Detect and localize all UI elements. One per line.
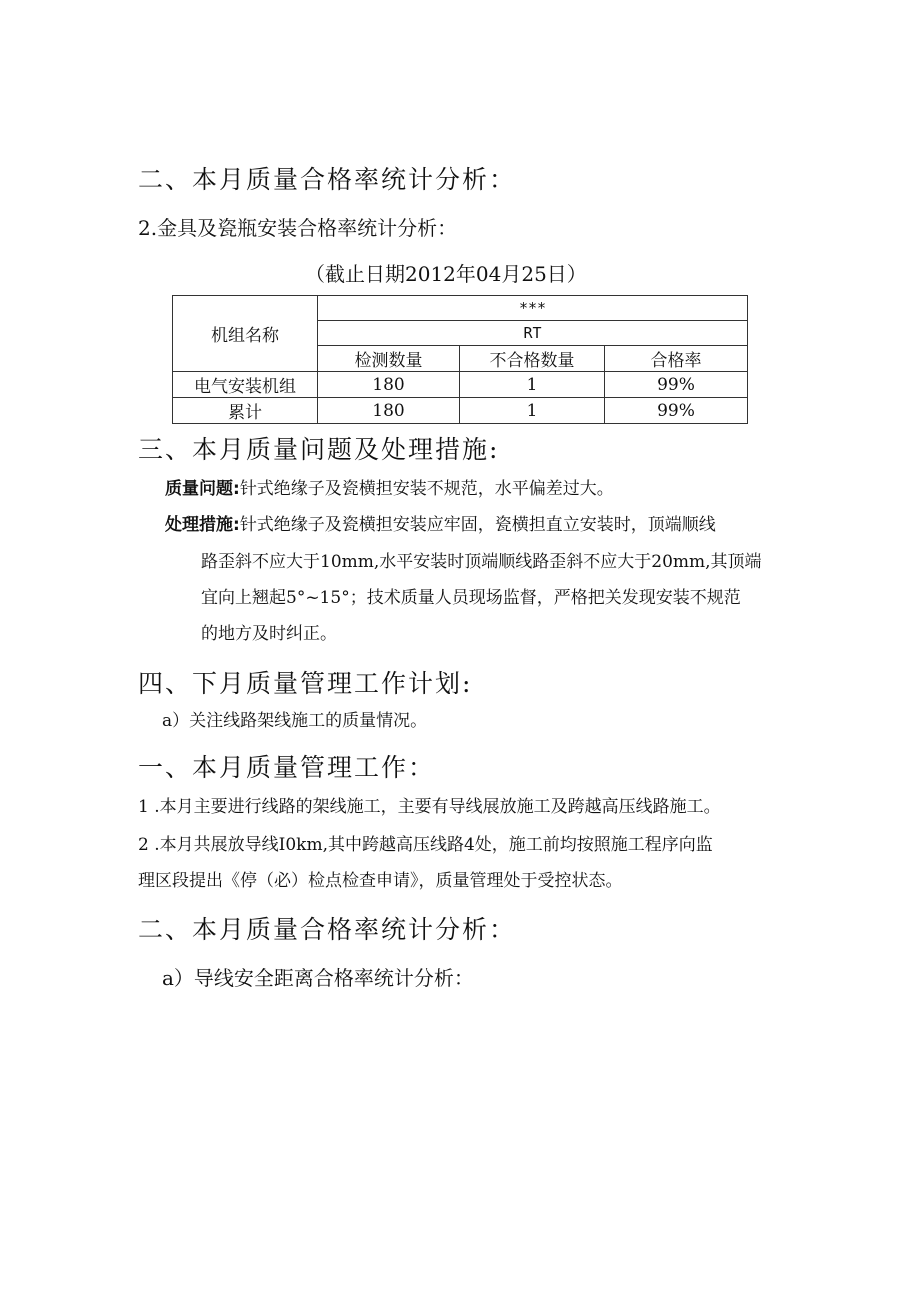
section-1-item-2-line-1: 2 .本月共展放导线I0km,其中跨越高压线路4处，施工前均按照施工程序向监 [138, 835, 713, 855]
table-header-unit-name: 机组名称 [173, 296, 318, 372]
table-cell-name: 电气安装机组 [173, 372, 318, 398]
section-1-item-1: 1 .本月主要进行线路的架线施工，主要有导线展放施工及跨越高压线路施工。 [138, 797, 721, 817]
table-cell-inspected: 180 [318, 398, 460, 424]
table-row [173, 398, 748, 424]
measure-line-1 [165, 510, 716, 535]
quality-problem-label: 质量问题: [165, 479, 240, 499]
table-cell-name: 累计 [173, 398, 318, 424]
table-cell-rate: 99% [605, 372, 748, 398]
section-2-subtitle: 2.金具及瓷瓶安装合格率统计分析： [138, 216, 458, 240]
measure-text-1: 针式绝缘子及瓷横担安装应牢固，瓷横担直立安装时，顶端顺线 [239, 515, 716, 535]
measure-text-3: 宜向上翘起5°~15°；技术质量人员现场监督，严格把关发现安装不规范 [201, 588, 741, 608]
section-4-title: 四、下月质量管理工作计划: [138, 669, 473, 698]
table-cell-inspected: 180 [318, 372, 460, 398]
section-2b-title: 二、本月质量合格率统计分析： [138, 915, 517, 944]
table-header-unqualified: 不合格数量 [460, 346, 605, 372]
table-header-inspected: 检测数量 [318, 346, 460, 372]
table-row [173, 372, 748, 398]
section-3-title: 三、本月质量问题及处理措施: [138, 435, 500, 464]
measure-text-4: 的地方及时纠正。 [201, 624, 337, 644]
table-cell-unqualified: 1 [460, 372, 605, 398]
table-header-rate: 合格率 [605, 346, 748, 372]
measure-label: 处理措施: [165, 515, 240, 535]
quality-problem [165, 474, 614, 499]
section-1-item-2-line-2: 理区段提出《停（必）检点检查申请》，质量管理处于受控状态。 [138, 871, 623, 891]
section-4-item: a）关注线路架线施工的质量情况。 [162, 711, 428, 731]
table-header-method: RT [318, 321, 748, 346]
table-cell-unqualified: 1 [460, 398, 605, 424]
qualification-rate-table [172, 295, 748, 424]
table-header-group: *** [318, 296, 748, 321]
section-2b-subtitle: a）导线安全距离合格率统计分析： [162, 966, 474, 990]
section-2-title: 二、本月质量合格率统计分析： [138, 165, 517, 194]
quality-problem-text: 针式绝缘子及瓷横担安装不规范，水平偏差过大。 [239, 479, 614, 499]
section-1-title: 一、本月质量管理工作： [138, 753, 436, 782]
table-cell-rate: 99% [605, 398, 748, 424]
measure-text-2: 路歪斜不应大于10mm,水平安装时顶端顺线路歪斜不应大于20mm,其顶端 [201, 552, 762, 572]
cutoff-date: （截止日期2012年04月25日） [305, 262, 587, 286]
